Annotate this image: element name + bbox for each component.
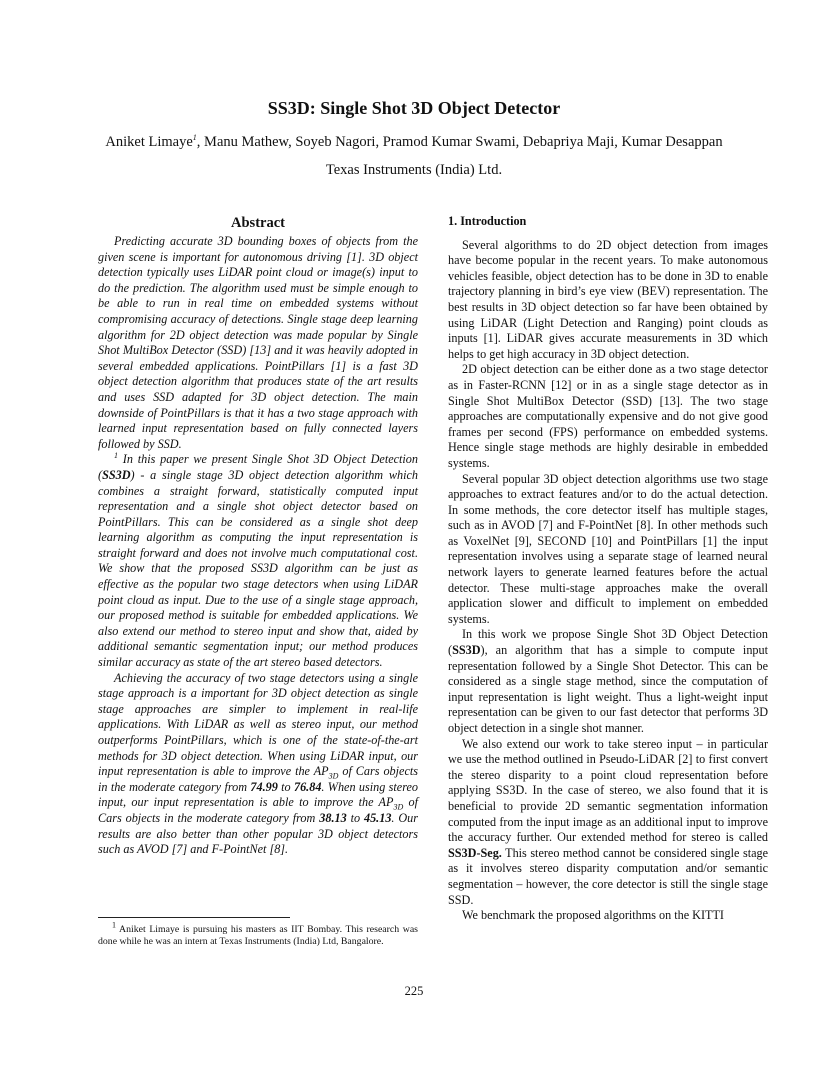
introduction-column	[448, 214, 768, 924]
abstract-footnote-mark: 1	[114, 451, 118, 461]
footnote-text: Aniket Limaye is pursuing his masters as IIT Bombay. This research was done while he was an intern at Texas Instruments (India) Ltd, Bangalore.	[98, 924, 418, 948]
footnote-divider	[98, 917, 290, 918]
stereo-ap-before: 38.13	[319, 810, 347, 825]
intro-paragraph-5: We also extend our work to take stereo input – in particular we use the method outlined in Pseudo-LiDAR [2] to first convert the stereo disparity to a point cloud representation before applying SS3D. In the case of stereo, we also found that it is beneficial to provide 2D semantic segmentation information computed from the input image as an additional input to improve the accuracy further. Our extended method for stereo is called SS3D-Seg. This stereo method cannot be considered single stage as it involves stereo disparity computation and/or semantic segmentation – however, the core detector is still the single stage SSD.	[448, 736, 768, 907]
intro-paragraph-3: Several popular 3D object detection algorithms use two stage approaches to extract features and/or to do the actual detection. In some methods, the core detector itself has multiple stages, such as in AVOD [7] and F-PointNet [8]. In other methods such as VoxelNet [9], SECOND [10] and PointPillars [1] the input representation involves using a separate stage of learned neural network layers to generate learned features before the actual detector. These multi-stage approaches make the overall application slower and difficult to implement on embedded systems.	[448, 471, 768, 626]
abstract-heading: Abstract	[231, 215, 285, 231]
author-footnote-mark: 1	[192, 133, 197, 143]
paper-title: SS3D: Single Shot 3D Object Detector	[267, 98, 561, 118]
other-authors: , Manu Mathew, Soyeb Nagori, Pramod Kumar Swami, Debapriya Maji, Kumar Desappan	[196, 134, 723, 150]
lidar-ap-before: 74.99	[250, 779, 278, 794]
abstract-paragraph-3: Achieving the accuracy of two stage detectors using a single stage approach is a important for 3D object detection as single stage approaches are simpler to implement in real-life applications. With LiDAR as well as stereo input, our method outperforms PointPillars, which is one of the state-of-the-art methods for 3D object detection. When using LiDAR input, our input representation is able to improve the $AP_{3D}$ of Cars objects in the moderate category from 74.99 to 76.84. When using stereo input, our input representation is able to improve the $AP_{3D}$ of Cars objects in the moderate category from 38.13 to 45.13. Our results are also better than other popular 3D object detectors such as AVOD [7] and F-PointNet [8].	[98, 670, 419, 857]
footnote	[98, 920, 418, 949]
affiliation: Texas Instruments (India) Ltd.	[325, 162, 503, 178]
page-number: 225	[404, 984, 424, 998]
abstract-column	[98, 214, 418, 858]
intro-paragraph-6: We benchmark the proposed algorithms on the KITTI	[462, 908, 724, 923]
stereo-ap-after: 45.13	[363, 810, 392, 825]
ss3d-seg-bold: SS3D-Seg.	[448, 845, 502, 860]
intro-paragraph-4: In this work we propose Single Shot 3D Object Detection (SS3D), an algorithm that has a simple to compute input representation followed by a Single Shot Detector. This can be considered as a single stage method, since the computation of input representation is light weight. Thus a light-weight input representation can be given to our fast detector that performs 3D object detection in a single shot manner.	[448, 627, 768, 735]
intro-paragraph-1: Several algorithms to do 2D object detection from images have become popular in the recent years. To make autonomous vehicles feasible, object detection has to be done in 3D to enable trajectory planning in bird’s eye view (BEV) representation. The best results in 3D object detection so far have been obtained by using LiDAR (Light Detection and Ranging) point clouds as inputs [1]. LiDAR gives accurate measurements in 3D which helps to get high accuracy in 3D object detection.	[448, 237, 768, 361]
ss3d-bold: SS3D	[452, 643, 481, 658]
author-list	[20, 134, 808, 151]
intro-paragraph-2: 2D object detection can be either done as a two stage detector as in Faster-RCNN [12] or in as a single stage detector as in Single Shot MultiBox Detector (SSD) [13]. The two stage approaches are computationally expensive and do not give good frames per second (FPS) performance on embedded systems. Hence single stage methods are highly desirable in embedded systems.	[448, 362, 768, 470]
footnote-mark: 1	[112, 920, 116, 930]
abstract-paragraph-1: Predicting accurate 3D bounding boxes of objects from the given scene is important for autonomous driving [1]. 3D object detection typically uses LiDAR point cloud or image(s) input to do the prediction. The algorithm used must be simple enough to be able to run in real time on embedded systems without compromising accuracy of detections. Single stage deep learning algorithm for 2D object detection was made popular by Single Shot MultiBox Detector (SSD) [13] and it was heavily adopted in several embedded applications. PointPillars [1] is a fast 3D object detection algorithm that produces state of the art results and uses SSD adapted for 3D object detection. The main downside of PointPillars is that it has a two stage approach with learned input representation based on fully connected layers followed by SSD.	[98, 234, 418, 451]
lidar-ap-after: 76.84	[293, 779, 322, 794]
introduction-heading: 1. Introduction	[448, 214, 527, 228]
first-author: Aniket Limaye	[105, 134, 193, 150]
abstract-paragraph-2: $^1$ In this paper we present Single Shot 3D Object Detection (SS3D) - a single stage 3D object detection algorithm which combines a straight forward, statistically computed input representation and a single shot object detector based on PointPillars. This can be considered as a single shot deep learning algorithm as computing the input representation is straight forward and does not involve much computational cost. We show that the proposed SS3D algorithm can be just as effective as the popular two stage detectors when using LiDAR point cloud as input. Due to the use of a single stage approach, our proposed method is suitable for embedded applications. We also extend our method to stereo input and show that, aided by additional semantic segmentation input; our method produces similar accuracy as state of the art stereo based detectors.	[98, 451, 418, 670]
ss3d-bold: SS3D	[102, 467, 131, 482]
